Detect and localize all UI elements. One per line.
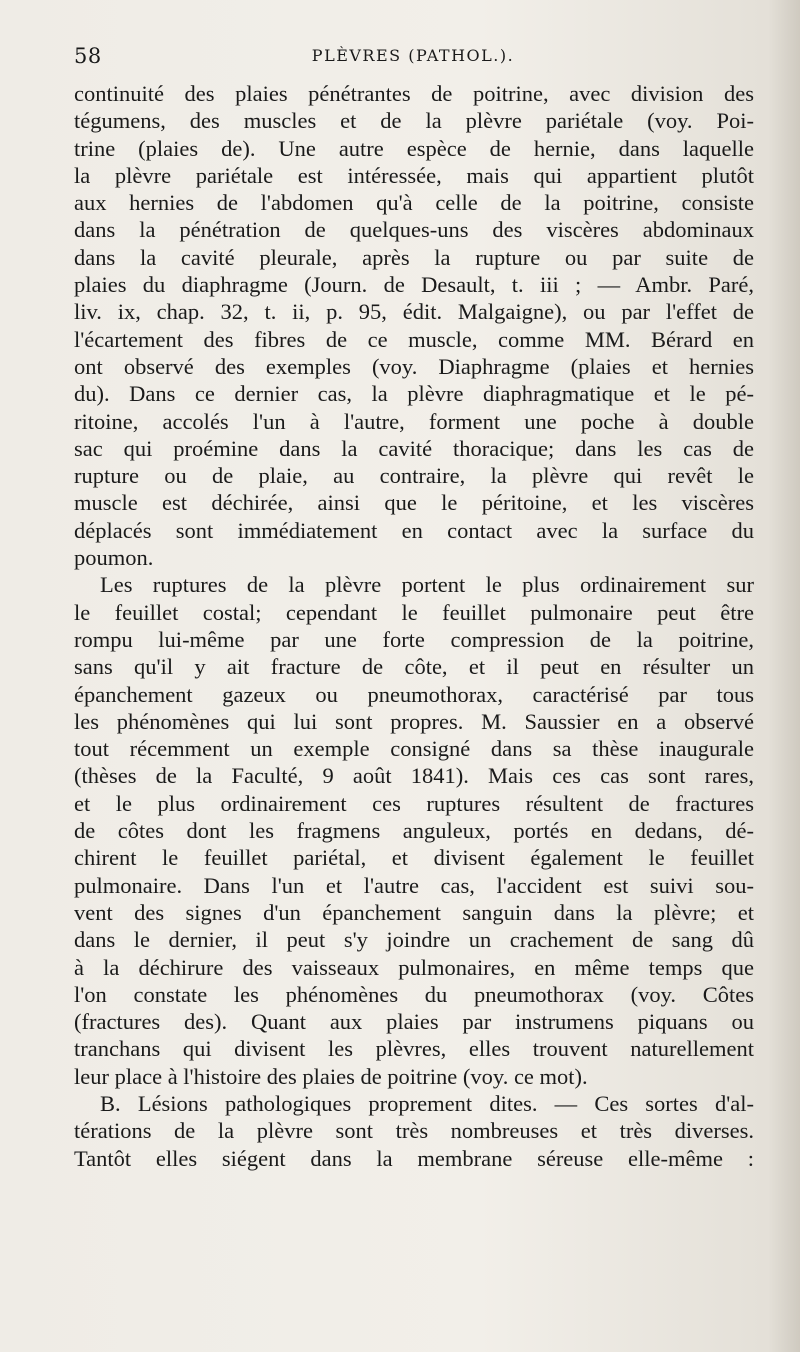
- text-line: tout récemment un exemple consigné dans sa thèse inaugurale: [74, 736, 754, 762]
- text-line: dans le dernier, il peut s'y joindre un crachement de sang dû: [74, 927, 754, 953]
- text-line: (thèses de la Faculté, 9 août 1841). Mais ces cas sont rares,: [74, 763, 754, 789]
- text-line: aux hernies de l'abdomen qu'à celle de la poitrine, consiste: [74, 190, 754, 216]
- text-line: sans qu'il y ait fracture de côte, et il peut en résulter un: [74, 654, 754, 680]
- text-line: muscle est déchirée, ainsi que le péritoine, et les viscères: [74, 490, 754, 516]
- page-header: [74, 44, 752, 78]
- text-line: les phénomènes qui lui sont propres. M. Saussier en a observé: [74, 708, 754, 734]
- text-line: déplacés sont immédiatement en contact avec la surface du: [74, 517, 754, 543]
- text-line: à la déchirure des vaisseaux pulmonaires, en même temps que: [74, 954, 754, 980]
- text-line: B. Lésions pathologiques proprement dites. — Ces sortes d'al-: [100, 1090, 754, 1116]
- text-line: tégumens, des muscles et de la plèvre pariétale (voy. Poi-: [74, 108, 754, 134]
- text-line: chirent le feuillet pariétal, et divisent également le feuillet: [74, 845, 754, 871]
- text-line: le feuillet costal; cependant le feuillet pulmonaire peut être: [74, 599, 754, 625]
- text-line: (fractures des). Quant aux plaies par instrumens piquans ou: [74, 1009, 754, 1035]
- text-line: Tantôt elles siégent dans la membrane séreuse elle-même :: [74, 1145, 754, 1171]
- text-line: l'on constate les phénomènes du pneumothorax (voy. Côtes: [74, 981, 754, 1007]
- text-line: épanchement gazeux ou pneumothorax, caractérisé par tous: [74, 681, 754, 707]
- text-line: trine (plaies de). Une autre espèce de hernie, dans laquelle: [74, 135, 754, 161]
- text-line: et le plus ordinairement ces ruptures résultent de fractures: [74, 790, 754, 816]
- text-line: ont observé des exemples (voy. Diaphragme (plaies et hernies: [74, 353, 754, 379]
- text-line: rompu lui-même par une forte compression de la poitrine,: [74, 626, 754, 652]
- text-line: leur place à l'histoire des plaies de poitrine (voy. ce mot).: [74, 1063, 588, 1089]
- text-line: sac qui proémine dans la cavité thoracique; dans les cas de: [74, 435, 754, 461]
- text-line: dans la pénétration de quelques-uns des viscères abdominaux: [74, 217, 754, 243]
- text-line: continuité des plaies pénétrantes de poitrine, avec division des: [74, 81, 754, 106]
- text-line: plaies du diaphragme (Journ. de Desault, t. iii ; — Ambr. Paré,: [74, 272, 754, 298]
- text-line: poumon.: [74, 545, 154, 571]
- text-line: térations de la plèvre sont très nombreuses et très diverses.: [74, 1118, 754, 1144]
- text-line: vent des signes d'un épanchement sanguin dans la plèvre; et: [74, 899, 754, 925]
- text-line: liv. ix, chap. 32, t. ii, p. 95, édit. Malgaigne), ou par l'effet de: [74, 299, 754, 325]
- text-line: rupture ou de plaie, au contraire, la plèvre qui revêt le: [74, 463, 754, 489]
- text-line: ritoine, accolés l'un à l'autre, forment une poche à double: [74, 408, 754, 434]
- running-head: PLÈVRES (PATHOL.).: [311, 46, 515, 65]
- text-line: dans la cavité pleurale, après la rupture ou par suite de: [74, 244, 754, 270]
- text-line: de côtes dont les fragmens anguleux, portés en dedans, dé-: [74, 818, 754, 844]
- page-number: 58: [74, 44, 102, 68]
- text-line: Les ruptures de la plèvre portent le plus ordinairement sur: [100, 572, 754, 598]
- text-line: la plèvre pariétale est intéressée, mais qui appartient plutôt: [74, 162, 754, 188]
- body-text: [74, 80, 754, 1172]
- text-line: du). Dans ce dernier cas, la plèvre diaphragmatique et le pé-: [74, 381, 754, 407]
- text-line: tranchans qui divisent les plèvres, elles trouvent naturellement: [74, 1036, 754, 1062]
- text-line: pulmonaire. Dans l'un et l'autre cas, l'accident est suivi sou-: [74, 872, 754, 898]
- text-line: l'écartement des fibres de ce muscle, comme MM. Bérard en: [74, 326, 754, 352]
